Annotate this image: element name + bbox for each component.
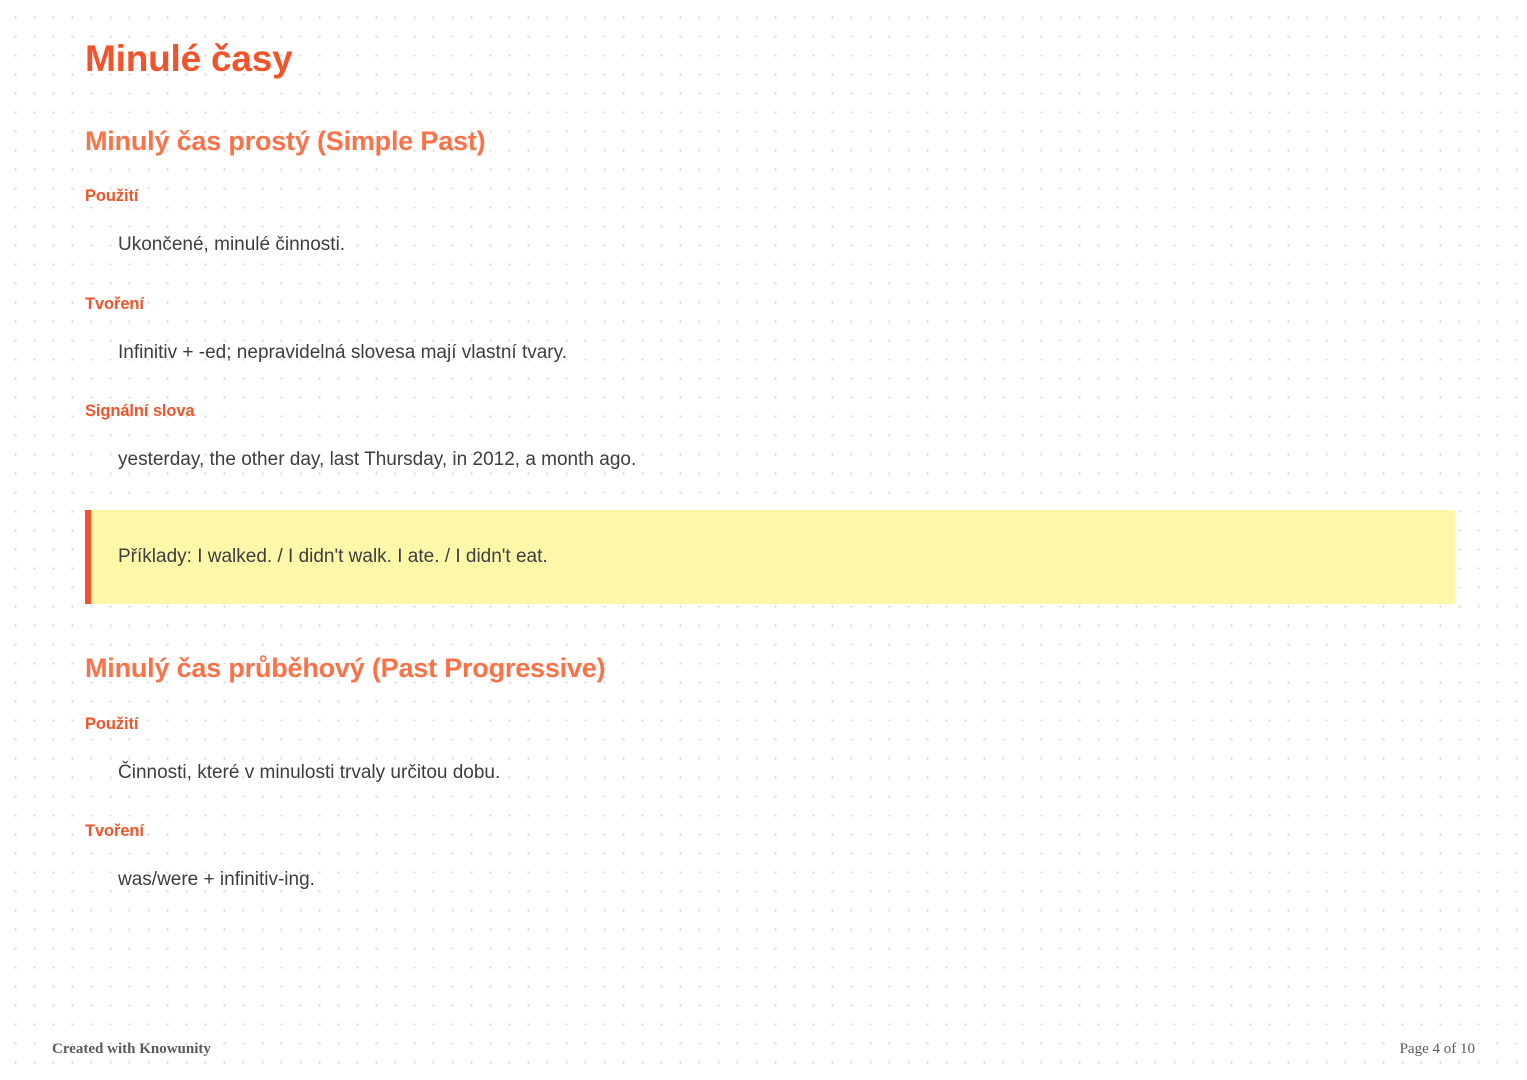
page-footer bbox=[52, 1041, 1475, 1058]
subsection-text-signalni-slova: yesterday, the other day, last Thursday, in 2012, a month ago. bbox=[118, 449, 637, 471]
callout-accent-bar bbox=[85, 510, 91, 605]
section-heading-past-progressive: Minulý čas průběhový (Past Progressive) bbox=[85, 653, 606, 684]
subsection-label-pouziti-2: Použití bbox=[85, 714, 139, 733]
page-title: Minulé časy bbox=[85, 38, 293, 79]
section-heading-simple-past: Minulý čas prostý (Simple Past) bbox=[85, 125, 486, 156]
subsection-text-tvoreni-1: Infinitiv + -ed; nepravidelná slovesa mají vlastní tvary. bbox=[118, 341, 567, 363]
footer-credit: Created with Knowunity bbox=[52, 1041, 211, 1057]
subsection-text-tvoreni-2: was/were + infinitiv-ing. bbox=[118, 869, 315, 891]
subsection-label-pouziti-1: Použití bbox=[85, 186, 139, 205]
subsection-text-pouziti-2: Činnosti, které v minulosti trvaly určitou dobu. bbox=[118, 761, 501, 783]
subsection-label-tvoreni-1: Tvoření bbox=[85, 294, 144, 313]
document-content bbox=[85, 38, 1467, 930]
subsection-label-tvoreni-2: Tvoření bbox=[85, 822, 144, 841]
example-callout bbox=[85, 510, 1455, 605]
subsection-label-signalni-slova: Signální slova bbox=[85, 402, 195, 421]
callout-text: Příklady: I walked. / I didn't walk. I ate. / I didn't eat. bbox=[118, 545, 548, 567]
footer-page-number: Page 4 of 10 bbox=[1399, 1041, 1475, 1057]
subsection-text-pouziti-1: Ukončené, minulé činnosti. bbox=[118, 233, 346, 255]
